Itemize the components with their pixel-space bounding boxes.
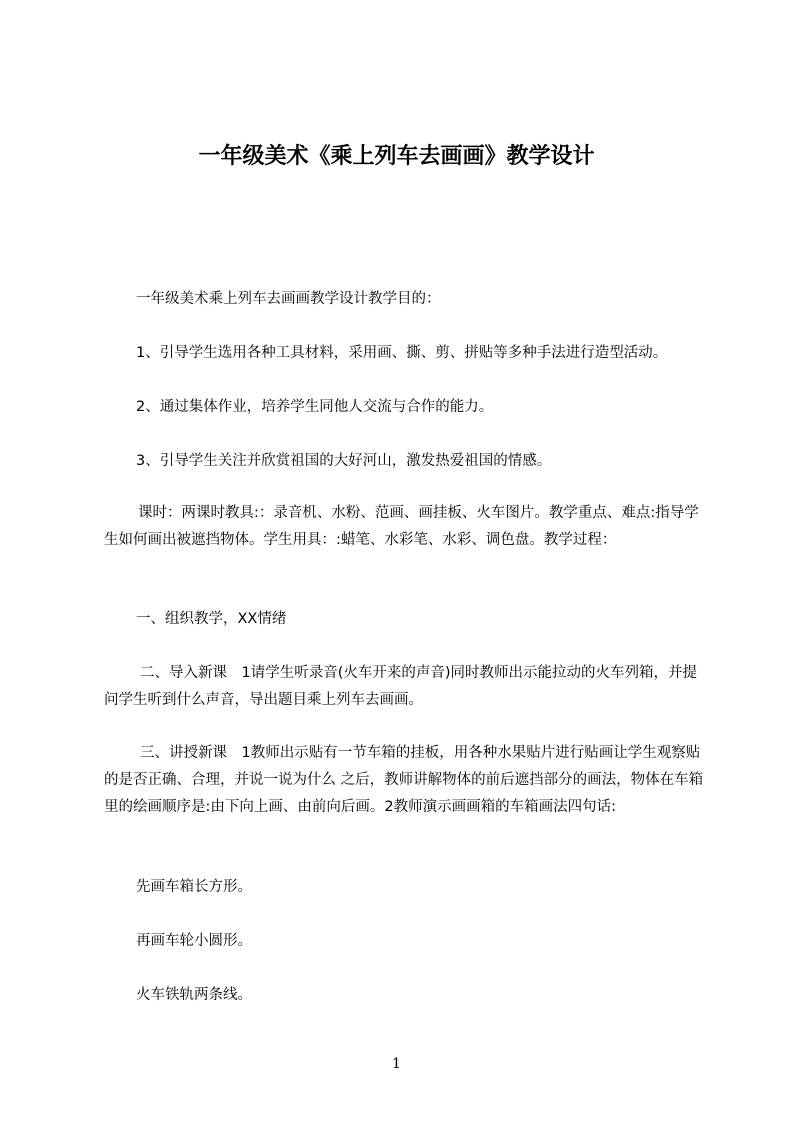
paragraph-step-1: 一、组织教学，XX情绪 — [136, 611, 287, 627]
paragraph-rhyme-line-2: 再画车轮小圆形。 — [136, 933, 252, 949]
paragraph-step-2: 二、导入新课 1请学生听录音(火车开来的声音)同时教师出示能拉动的火车列箱，并提问学生听到什么声音，导出题目乘上列车去画画。 — [104, 665, 698, 708]
paragraph-objective-1: 1、引导学生选用各种工具材料，采用画、撕、剪、拼贴等多种手法进行造型活动。 — [136, 345, 668, 361]
document-title: 一年级美术《乘上列车去画画》教学设计 — [198, 144, 595, 169]
paragraph-rhyme-line-1: 先画车箱长方形。 — [136, 879, 252, 895]
paragraph-rhyme-line-3: 火车铁轨两条线。 — [136, 987, 252, 1003]
paragraph-lesson-info: 课时：两课时教具:：录音机、水粉、范画、画挂板、火车图片。教学重点、难点:指导学生如何画出被遮挡物体。学生用具：:蜡笔、水彩笔、水彩、调色盘。教学过程： — [104, 505, 699, 548]
paragraph-step-3: 三、讲授新课 1教师出示贴有一节车箱的挂板，用各种水果贴片进行贴画让学生观察贴的是否正确、合理，并说一说为什么 之后，教师讲解物体的前后遮挡部分的画法，物体在车箱里的绘画顺序是:由下向上画、由前向后画。2教师演示画画箱的车箱画法四句话: — [104, 745, 704, 815]
paragraph-objectives-heading: 一年级美术乘上列车去画画教学设计教学目的： — [136, 291, 441, 307]
paragraph-objective-3: 3、引导学生关注并欣赏祖国的大好河山，激发热爱祖国的情感。 — [136, 453, 552, 469]
paragraph-objective-2: 2、通过集体作业，培养学生同他人交流与合作的能力。 — [136, 399, 494, 415]
page-number: 1 — [392, 1056, 401, 1072]
